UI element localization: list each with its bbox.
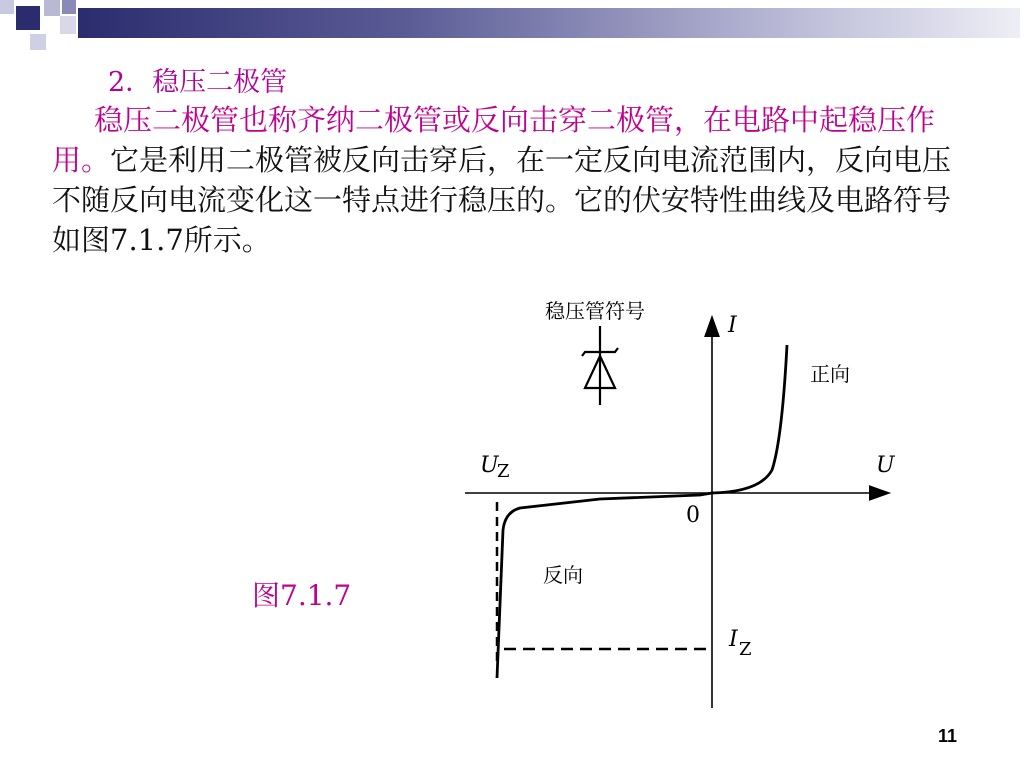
zener-symbol	[582, 326, 618, 405]
paragraph-rest: 它是利用二极管被反向击穿后，在一定反向电流范围内，反向电压不随反向电流变化这一特点进行稳压的。它的伏安特性曲线及电路符号如图7.1.7所示。	[52, 143, 952, 257]
iz-label-main: I	[729, 627, 738, 652]
iv-curve	[497, 345, 787, 678]
paragraph-highlight: 稳压二极管也称齐纳二极管或反向击穿二极管，在电路中起稳压作用。	[52, 103, 936, 177]
page-number: 11	[938, 726, 958, 746]
section-heading: 2．稳压二极管	[108, 67, 288, 98]
uz-label-main: U	[480, 453, 499, 478]
forward-label: 正向	[810, 362, 850, 386]
i-axis-label: I	[728, 313, 737, 338]
u-axis-label: U	[876, 453, 895, 478]
figure-caption: 图7.1.7	[252, 579, 352, 612]
origin-label: 0	[686, 503, 700, 528]
uz-label-sub: Z	[497, 461, 510, 482]
reverse-label: 反向	[543, 563, 583, 587]
symbol-label: 稳压管符号	[545, 299, 645, 323]
iz-label-sub: Z	[739, 639, 752, 660]
